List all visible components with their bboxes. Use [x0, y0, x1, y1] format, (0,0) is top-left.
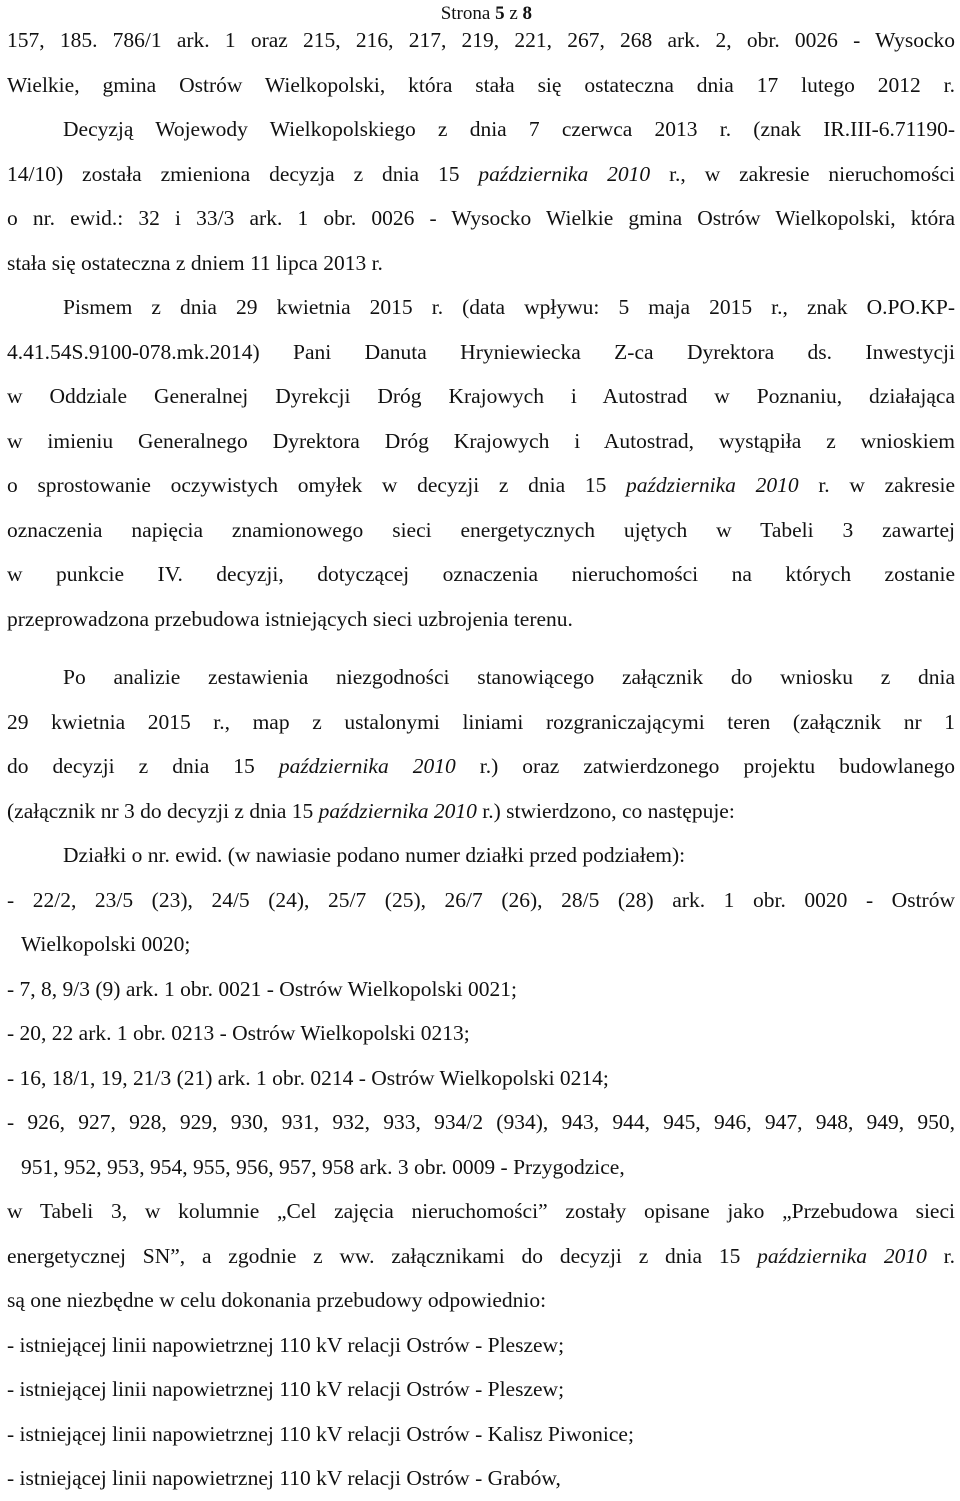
paragraph-line: Po analizie zestawienia niezgodności stanowiącego załącznik do wniosku z dnia: [63, 665, 955, 689]
parcel-list-item-continued: Wielkopolski 0020;: [21, 932, 191, 956]
date-emphasis: października 2010: [478, 161, 651, 186]
parcel-list-heading: Działki o nr. ewid. (w nawiasie podano numer działki przed podziałem):: [63, 843, 686, 867]
paragraph-line: (załącznik nr 3 do decyzji z dnia 15 października 2010 r.) stwierdzono, co następuje:: [7, 798, 735, 823]
paragraph-line: Pismem z dnia 29 kwietnia 2015 r. (data wpływu: 5 maja 2015 r., znak O.PO.KP-: [63, 295, 955, 319]
paragraph-line: Wielkie, gmina Ostrów Wielkopolski, która stała się ostateczna dnia 17 lutego 2012 r.: [7, 72, 955, 97]
paragraph-line: w Tabeli 3, w kolumnie „Cel zajęcia nieruchomości” zostały opisane jako „Przebudowa sieci: [7, 1199, 955, 1223]
date-emphasis: października 2010: [278, 754, 456, 778]
paragraph-line: stała się ostateczna z dniem 11 lipca 2013 r.: [7, 250, 383, 275]
date-emphasis: października 2010: [318, 798, 477, 823]
power-line-item: - istniejącej linii napowietrznej 110 kV relacji Ostrów - Pleszew;: [7, 1377, 565, 1401]
paragraph-line: w imieniu Generalnego Dyrektora Dróg Krajowych i Autostrad, wystąpiła z wnioskiem: [7, 428, 955, 453]
current-page-number: 5: [495, 3, 505, 24]
parcel-list-item: - 926, 927, 928, 929, 930, 931, 932, 933, 934/2 (934), 943, 944, 945, 946, 947, 948, 949, 950,: [7, 1110, 955, 1134]
power-line-item: - istniejącej linii napowietrznej 110 kV relacji Ostrów - Grabów,: [7, 1466, 561, 1490]
page-of-label: z: [504, 3, 523, 24]
paragraph-line: energetycznej SN”, a zgodnie z ww. załącznikami do decyzji z dnia 15 października 2010 r.: [7, 1243, 955, 1268]
paragraph-line: o sprostowanie oczywistych omyłek w decyzji z dnia 15 października 2010 r. w zakresie: [7, 473, 955, 497]
parcel-list-item: - 16, 18/1, 19, 21/3 (21) ark. 1 obr. 0214 - Ostrów Wielkopolski 0214;: [7, 1065, 609, 1090]
paragraph-line: 14/10) została zmieniona decyzja z dnia 15 października 2010 r., w zakresie nieruchomości: [7, 161, 956, 186]
paragraph-line: oznaczenia napięcia znamionowego sieci energetycznych ujętych w Tabeli 3 zawartej: [7, 517, 955, 542]
parcel-list-item: - 22/2, 23/5 (23), 24/5 (24), 25/7 (25), 26/7 (26), 28/5 (28) ark. 1 obr. 0020 - Ostrów: [7, 887, 955, 912]
power-line-item: - istniejącej linii napowietrznej 110 kV relacji Ostrów - Kalisz Piwonice;: [7, 1421, 634, 1446]
paragraph-line: są one niezbędne w celu dokonania przebudowy odpowiednio:: [7, 1288, 547, 1312]
document-body: [7, 18, 955, 1501]
page-label: Strona: [440, 3, 496, 24]
paragraph-line: w punkcie IV. decyzji, dotyczącej oznaczenia nieruchomości na których zostanie: [7, 562, 955, 586]
parcel-list-item: - 7, 8, 9/3 (9) ark. 1 obr. 0021 - Ostrów Wielkopolski 0021;: [7, 976, 517, 1001]
paragraph-line: 157, 185. 786/1 ark. 1 oraz 215, 216, 217, 219, 221, 267, 268 ark. 2, obr. 0026 - Wysocko: [7, 28, 955, 52]
paragraph-line: o nr. ewid.: 32 i 33/3 ark. 1 obr. 0026 - Wysocko Wielkie gmina Ostrów Wielkopolski, która: [7, 206, 955, 230]
total-pages-number: 8: [522, 3, 532, 24]
paragraph-line: do decyzji z dnia 15 października 2010 r.) oraz zatwierdzonego projektu budowlanego: [7, 754, 955, 778]
paragraph-line: w Oddziale Generalnej Dyrekcji Dróg Krajowych i Autostrad w Poznaniu, działająca: [7, 384, 955, 408]
power-line-item: - istniejącej linii napowietrznej 110 kV relacji Ostrów - Pleszew;: [7, 1332, 565, 1357]
date-emphasis: października 2010: [757, 1243, 927, 1268]
paragraph-line: 4.41.54S.9100-078.mk.2014) Pani Danuta Hryniewiecka Z-ca Dyrektora ds. Inwestycji: [7, 339, 955, 364]
parcel-list-item-continued: 951, 952, 953, 954, 955, 956, 957, 958 ark. 3 obr. 0009 - Przygodzice,: [21, 1154, 625, 1179]
parcel-list-item: - 20, 22 ark. 1 obr. 0213 - Ostrów Wielkopolski 0213;: [7, 1021, 470, 1045]
paragraph-line: 29 kwietnia 2015 r., map z ustalonymi liniami rozgraniczającymi teren (załącznik nr 1: [7, 709, 955, 734]
date-emphasis: października 2010: [626, 473, 799, 497]
paragraph-line: Decyzją Wojewody Wielkopolskiego z dnia 7 czerwca 2013 r. (znak IR.III-6.71190-: [63, 117, 955, 141]
paragraph-line: przeprowadzona przebudowa istniejących sieci uzbrojenia terenu.: [7, 606, 573, 631]
